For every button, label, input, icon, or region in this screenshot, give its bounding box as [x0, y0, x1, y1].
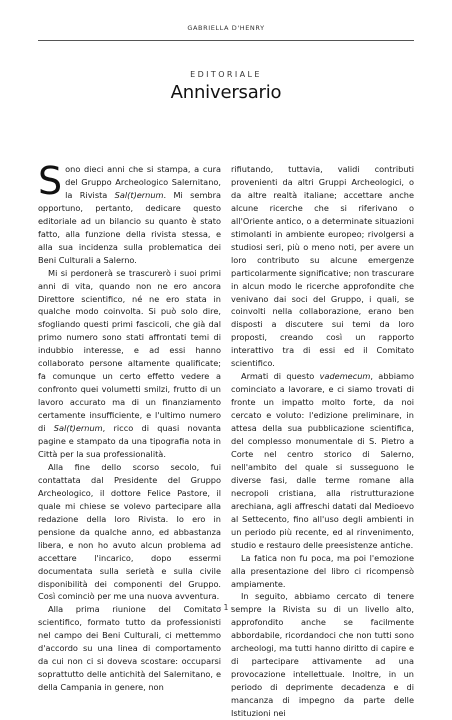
text-column-right — [231, 163, 414, 720]
text-column-left — [38, 159, 222, 694]
article-title: Anniversario — [170, 82, 282, 103]
page-number: - 1 - — [218, 603, 234, 612]
paragraph — [38, 159, 221, 267]
header-rule — [38, 40, 414, 41]
paragraph: La fatica non fu poca, ma poi l'emozione alla presentazione del libro ci ricompensò ampiamente. — [231, 552, 414, 589]
section-label: EDITORIALE — [190, 70, 262, 79]
paragraph: Alla prima riunione del Comitato scientifico, formato tutto da professionisti nel campo dei Beni Culturali, ci mettemmo d'accordo su una linea di comportamento da cui non ci si doveva scostare: occuparsi soprattutto delle antichità del Salernitano, e della Campania in genere, non — [38, 604, 221, 693]
paragraph: Armati di questo vademecum, abbiamo cominciato a lavorare, e ci siamo trovati di fronte un impatto molto forte, da noi cercato e voluto: l'edizione preliminare, in attesa della sua pubblicazione scientifica, del complesso monumentale di S. Pietro a Corte nel centro storico di Salerno, nell'ambito del quale si susseguono le diverse fasi, dalle terme romane alla necropoli cristiana, alla ristrutturazione arechiana, agli affreschi datati dal Medioevo al Settecento, fino all'uso degli ambienti in un periodo più recente, ed al rinvenimento, studio e restauro delle preesistenze antiche. — [231, 371, 414, 550]
paragraph: Alla fine dello scorso secolo, fui contattata dal Presidente del Gruppo Archeologico, il dottore Felice Pastore, il quale mi chiese se volevo partecipare alla redazione della loro Rivista. Io ero in pensione da qualche anno, ed abbastanza libera, e non ho avuto alcun problema ad accettare l'incarico, dopo essermi documentata sulla serietà e sulla civile disponibilità dei componenti del Gruppo. Così cominciò per me una nuova avventura. — [38, 461, 221, 602]
running-head: GABRIELLA D'HENRY — [187, 24, 265, 32]
paragraph-text: ono dieci anni che si stampa, a cura del Gruppo Archeologico Salernitano, la Rivista Sal(t)ernum. Mi sembra opportuno, pertanto, dedicare questo editoriale ad un bilancio su quanto è stato fatto, alla funzione della rivista stessa, e alla sua incidenza sulla problematica dei Beni Culturali a Salerno. — [38, 164, 221, 265]
paragraph: In seguito, abbiamo cercato di tenere sempre la Rivista su di un livello alto, approfondito anche se facilmente abbordabile, ricordandoci che non tutti sono archeologi, ma tutti hanno diritto di capire e di partecipare attivamente ad una provocazione intellettuale. Inoltre, in un periodo di deprimente decadenza e di mancanza di impegno da parte delle Istituzioni nei — [231, 591, 414, 719]
drop-cap: S — [38, 159, 63, 203]
paragraph: Mi si perdonerà se trascurerò i suoi primi anni di vita, quando non ne ero ancora Direttore scientifico, né ne ero stata in qualche modo coinvolta. Si può solo dire, sfogliando questi primi fascicoli, che già dal primo numero sono stati affrontati temi di indubbio interesse, e ad essi hanno collaborato persone altamente qualificate; fa comunque un certo effetto vedere a confronto quei volumetti smilzi, frutto di un lavoro accurato ma di un finanziamento certamente insufficiente, e l'ultimo numero di Sal(t)ernum, ricco di quasi novanta pagine e stampato da una tipografia nota in Città per la sua professionalità. — [38, 267, 222, 459]
paragraph: rifiutando, tuttavia, validi contributi provenienti da altri Gruppi Archeologici, o da altre realtà italiane; accettare anche alcune ricerche che si riferivano o all'Oriente antico, o a determinate situazioni stimolanti in ambiente europeo; rivolgersi a studiosi seri, più o meno noti, per avere un loro contributo su alcune emergenze particolarmente significative; non trascurare in alcun modo le ricerche approfondite che venivano dai soci del Gruppo, i quali, se coinvolti nella collaborazione, erano ben disposti a discutere sui temi da loro proposti, creando così un rapporto interattivo tra di essi ed il Comitato scientifico. — [231, 164, 414, 369]
